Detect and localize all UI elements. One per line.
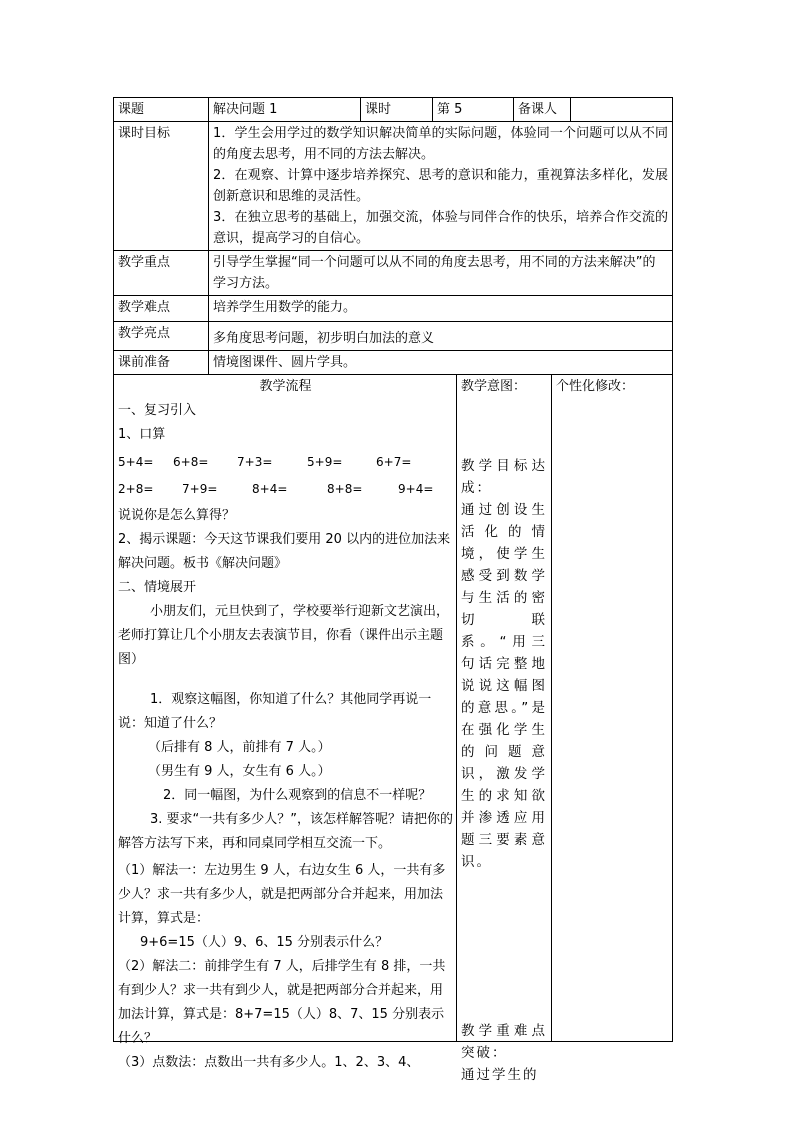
method-2: （2）解法二：前排学生有 7 人，后排学生有 8 排，一共有到少人？求一共有到少人，就是把两部分合并起来，用加法计算，算式是：8+7=15（人）8、7、15 分别表示什么？ [118, 959, 446, 1046]
question-2: 2．同一幅图，为什么观察到的信息不一样呢？ [163, 788, 432, 803]
objectives-label: 课时目标 [114, 122, 209, 251]
method-3: （3）点数法：点数出一共有多少人。1、2、3、4、 [118, 1055, 420, 1070]
section-review: 一、复习引入 [118, 403, 197, 418]
highlight-label: 教学亮点 [114, 322, 209, 351]
method-1-formula: 9+6=15（人）9、6、15 分别表示什么？ [140, 935, 389, 950]
prep-person-label: 备课人 [514, 98, 571, 122]
topic-value: 解决问题 1 [209, 98, 361, 122]
prep-text: 情境图课件、圆片学具。 [209, 351, 673, 375]
answer-2: （男生有 9 人，女生有 6 人。） [148, 764, 331, 779]
calc-item: 7+3= [237, 455, 273, 469]
period-label: 课时 [361, 98, 433, 122]
lesson-plan-table [113, 97, 673, 1083]
prep-person-value [571, 98, 673, 122]
highlight-text: 多角度思考问题，初步明白加法的意义 [209, 322, 673, 351]
calc-item: 8+4= [252, 482, 288, 496]
prep-label: 课前准备 [114, 351, 209, 375]
difficulty-breakthrough-label: 教学重难点突破： [461, 1023, 547, 1061]
difficulty-breakthrough-text: 通过学生的 [461, 1067, 539, 1083]
calc-item: 2+8= [118, 482, 154, 496]
flow-header: 教学流程 [259, 379, 312, 394]
lesson-plan [113, 97, 672, 1083]
calc-item: 7+9= [182, 482, 218, 496]
calc-item: 8+8= [327, 482, 363, 496]
objective-3: 3．在独立思考的基础上，加强交流，体验与同伴合作的快乐，培养合作交流的意识，提高学习的自信心。 [213, 210, 668, 246]
flow-row [114, 375, 673, 1042]
highlight-row [114, 322, 673, 351]
intent-header: 教学意图： [461, 379, 527, 394]
modification-header: 个性化修改： [556, 379, 635, 394]
key-text: 引导学生掌握“同一个问题可以从不同的角度去思考，用不同的方法来解决”的学习方法。 [209, 251, 673, 296]
calc-item: 6+8= [173, 455, 209, 469]
prep-row [114, 351, 673, 375]
teaching-intent-column [457, 375, 552, 1083]
difficulty-text: 培养学生用数学的能力。 [209, 296, 673, 322]
question-3: 3. 要求“一共有多少人？”，该怎样解答呢？请把你的解答方法写下来，再和同桌同学相互交流一下。 [118, 812, 454, 851]
reveal-topic: 2、揭示课题：今天这节课我们要用 20 以内的进位加法来解决问题。板书《解决问题》 [118, 532, 451, 571]
topic-label: 课题 [114, 98, 209, 122]
calc-item: 6+7= [376, 455, 412, 469]
objective-1: 1．学生会用学过的数学知识解决简单的实际问题，体验同一个问题可以从不同的角度去思考，用不同的方法去解决。 [213, 126, 668, 162]
period-value: 第 5 [433, 98, 514, 122]
calc-item: 5+9= [307, 455, 343, 469]
section-scenario: 二、情境展开 [118, 580, 197, 595]
calc-row-2 [118, 477, 453, 501]
header-row [114, 98, 673, 122]
objective-2: 2．在观察、计算中逐步培养探究、思考的意识和能力，重视算法多样化，发展创新意识和思维的灵活性。 [213, 168, 668, 204]
answer-1: （后排有 8 人，前排有 7 人。） [148, 740, 331, 755]
scenario-text: 小朋友们，元旦快到了，学校要举行迎新文艺演出，老师打算让几个小朋友去表演节目，你看（课件出示主题图） [118, 604, 450, 667]
personal-modification-column [552, 375, 673, 1041]
oral-calc-title: 1、口算 [118, 427, 166, 442]
observe-question: 1．观察这幅图，你知道了什么？其他同学再说一说：知道了什么？ [118, 692, 432, 731]
method-1: （1）解法一：左边男生 9 人，右边女生 6 人，一共有多少人？求一共有多少人，就是把两部分合并起来，用加法计算，算式是： [118, 863, 446, 926]
difficulty-label: 教学难点 [114, 296, 209, 322]
question-how: 说说你是怎么算得？ [118, 508, 236, 523]
calc-row-1 [118, 450, 453, 474]
key-row [114, 251, 673, 296]
objectives-row [114, 122, 673, 251]
calc-item: 5+4= [118, 455, 154, 469]
goal-text: 通过创设生活化的情境，使学生感受到数学与生活的密切联系。“用三句话完整地说说这幅图的意思。”是在强化学生的问题意识，激发学生的求知欲并渗透应用题三要素意识。 [461, 502, 547, 870]
calc-item: 9+4= [398, 482, 434, 496]
goal-label: 教学目标达成： [461, 458, 547, 496]
key-label: 教学重点 [114, 251, 209, 296]
difficulty-row [114, 296, 673, 322]
teaching-flow-column [114, 375, 457, 1070]
